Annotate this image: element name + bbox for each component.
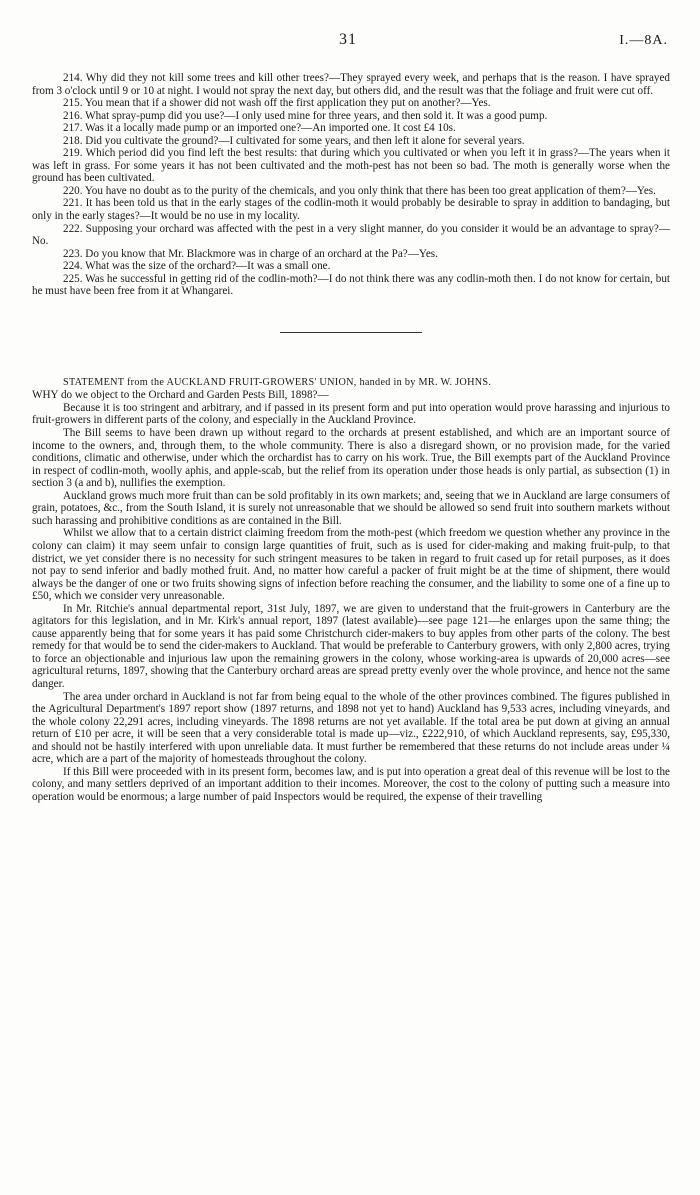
section-divider xyxy=(280,332,422,333)
paper-reference: I.—8A. xyxy=(619,33,668,48)
statement-paragraph: Whilst we allow that to a certain district claiming freedom from the moth-pest (which freedom we question whether any province in the colony can claim) it may seem unfair to consign large quantities of fruit, such as is used for cider-making and making fruit-pulp, to that district, we yet consider there is no necessity for such stringent measures to be taken in regard to fruit cased up for retail purposes, as it does not pay to send inferior and badly mothed fruit. And, no matter how careful a packer of fruit might be at the time of shipment, there would always be the danger of one or two fruits showing signs of infection before reaching the consumer, and the liability to some one of a fine up to £50, which we consider very unreasonable. xyxy=(32,527,670,603)
statement-paragraph: Because it is too stringent and arbitrary, and if passed in its present form and put into operation would prove harassing and injurious to fruit-growers in different parts of the colony, and especially in the Auckland Province. xyxy=(32,401,670,427)
question-218: 218. Did you cultivate the ground?—I cultivated for some years, and then left it alone for several years. xyxy=(63,134,525,147)
question-223: 223. Do you know that Mr. Blackmore was in charge of an orchard at the Pa?—Yes. xyxy=(63,247,438,260)
statement-paragraph: If this Bill were proceeded with in its present form, becomes law, and is put into operation a great deal of this revenue will be lost to the colony, and many settlers deprived of an important addition to their incomes. Moreover, the cost to the colony of putting such a measure into operation would be enormous; a large number of paid Inspectors would be required, the expense of their travelling xyxy=(32,765,670,803)
statement-paragraph: The Bill seems to have been drawn up without regard to the orchards at present established, and which are an important source of income to the owners, and, through them, to the whole community. There is also a disregard shown, or no provision made, for the varied conditions, climatic and otherwise, under which the orchardist has to carry on his work. True, the Bill exempts part of the Auckland Province in respect of codlin-moth, woolly aphis, and apple-scab, but the relief from its operation under those heads is only partial, as subsection (1) in section 3 (a and b), nullifies the exemption. xyxy=(32,427,670,490)
question-220: 220. You have no doubt as to the purity of the chemicals, and you only think that there has been too great application of them?—Yes. xyxy=(63,184,656,197)
statement-title: STATEMENT from the AUCKLAND FRUIT-GROWERS' UNION, handed in by MR. W. JOHNS. xyxy=(63,376,492,388)
statement-section xyxy=(32,377,670,804)
question-224: 224. What was the size of the orchard?—It was a small one. xyxy=(63,260,331,273)
statement-paragraph: The area under orchard in Auckland is not far from being equal to the whole of the other provinces combined. The figures published in the Agricultural Department's 1897 report show (1897 returns, and 1898 not yet to hand) Auckland has 9,533 acres, including vineyards, and the whole colony 22,291 acres, including vineyards. The 1898 returns are not yet available. If the total area be put down at giving an annual return of £10 per acre, it will be seen that a very considerable total is made up—viz., £222,910, of which Auckland represents, say, £95,330, and should not be hastily interfered with upon unreliable data. It must further be remembered that these returns do not include areas under ¼ acre, which are a part of the majority of homesteads throughout the colony. xyxy=(32,690,670,766)
page-header xyxy=(32,31,670,52)
statement-intro: WHY do we object to the Orchard and Garden Pests Bill, 1898?— xyxy=(32,389,329,402)
question-219: 219. Which period did you find left the best results: that during which you cultivated or when you left it in grass?—The years when it was left in grass. For some years it has not been cultivated and the moth-pest has not been so bad. The moth is generally worse when the ground has been cultivated. xyxy=(32,147,670,185)
page-number: 31 xyxy=(339,31,357,48)
question-217: 217. Was it a locally made pump or an imported one?—An imported one. It cost £4 10s. xyxy=(63,122,456,135)
question-214: 214. Why did they not kill some trees and kill other trees?—They sprayed every week, and perhaps that is the reason. I have sprayed from 3 o'clock until 9 or 10 at night. I would not spray the next day, but others did, and the result was that the foliage and fruit were cut off. xyxy=(32,72,670,97)
question-225: 225. Was he successful in getting rid of the codlin-moth?—I do not think there was any codlin-moth then. I do not know for certain, but he must have been free from it at Whangarei. xyxy=(32,272,670,298)
statement-paragraph: Auckland grows much more fruit than can be sold profitably in its own markets; and, seeing that we in Auckland are large consumers of grain, potatoes, &c., from the South Island, it is surely not unreasonable that we should be allowed so send fruit into southern markets without such harassing and prohibitive conditions as are contained in the Bill. xyxy=(32,489,670,527)
question-221: 221. It has been told us that in the early stages of the codlin-moth it would probably be desirable to spray in addition to bandaging, but only in the early stages?—It would be no use in my locality. xyxy=(32,197,670,223)
question-answer-section xyxy=(32,72,670,298)
question-216: 216. What spray-pump did you use?—I only used mine for three years, and then sold it. It was a good pump. xyxy=(63,109,548,122)
statement-paragraph: In Mr. Ritchie's annual departmental report, 31st July, 1897, we are given to understand that the fruit-growers in Canterbury are the agitators for this legislation, and in Mr. Kirk's annual report, 1897 (latest available)—see page 121—he enlarges upon the same thing; the cause apparently being that for some years it has paid some Christchurch cider-makers to buy apples from other parts of the colony. The best remedy for that would be to send the cider-makers to Auckland. That would be preferable to Canterbury growers, with only 2,800 acres, trying to force an objectionable and injurious law upon the remaining growers in the colony, whose working-area is upwards of 20,000 acres—see agricultural returns, 1897, showing that the Canterbury orchard areas are spread pretty evenly over the whole province, and hence not the same danger. xyxy=(32,602,670,690)
question-222: 222. Supposing your orchard was affected with the pest in a very slight manner, do you consider it would be an advantage to spray?—No. xyxy=(32,222,670,248)
question-215: 215. You mean that if a shower did not wash off the first application they put on another?—Yes. xyxy=(63,97,491,110)
